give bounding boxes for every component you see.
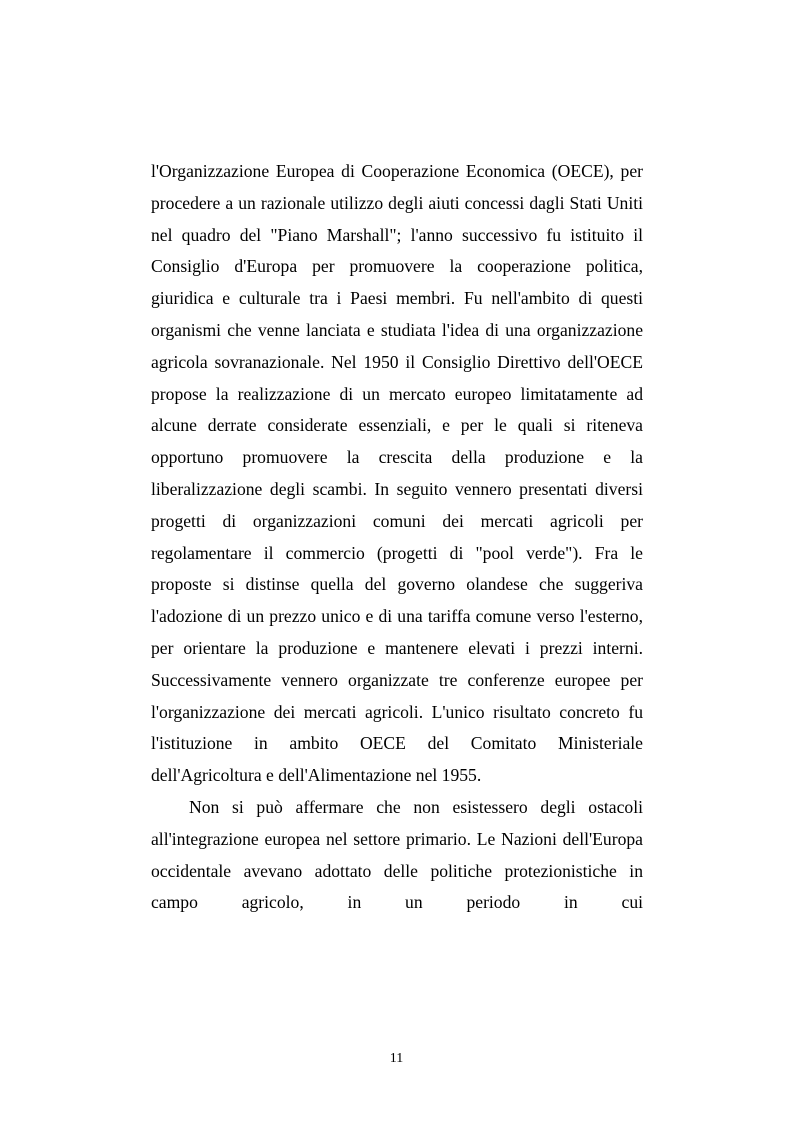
body-text bbox=[151, 156, 643, 919]
page-number: 11 bbox=[389, 1051, 404, 1066]
paragraph-continuation: l'Organizzazione Europea di Cooperazione Economica (OECE), per procedere a un razionale utilizzo degli aiuti concessi dagli Stati Uniti nel quadro del "Piano Marshall"; l'anno successivo fu istituito il Consiglio d'Europa per promuovere la cooperazione politica, giuridica e culturale tra i Paesi membri. Fu nell'ambito di questi organismi che venne lanciata e studiata l'idea di una organizzazione agricola sovranazionale. Nel 1950 il Consiglio Direttivo dell'OECE propose la realizzazione di un mercato europeo limitatamente ad alcune derrate considerate essenziali, e per le quali si riteneva opportuno promuovere la crescita della produzione e la liberalizzazione degli scambi. In seguito vennero presentati diversi progetti di organizzazioni comuni dei mercati agricoli per regolamentare il commercio (progetti di "pool verde"). Fra le proposte si distinse quella del governo olandese che suggeriva l'adozione di un prezzo unico e di una tariffa comune verso l'esterno, per orientare la produzione e mantenere elevati i prezzi interni. Successivamente vennero organizzate tre conferenze europee per l'organizzazione dei mercati agricoli. L'unico risultato concreto fu l'istituzione in ambito OECE del Comitato Ministeriale dell'Agricoltura e dell'Alimentazione nel 1955. bbox=[151, 161, 643, 786]
paragraph-obstacles: Non si può affermare che non esistessero degli ostacoli all'integrazione europea nel settore primario. Le Nazioni dell'Europa occidentale avevano adottato delle politiche protezionistiche in campo agricolo, in un periodo in cui bbox=[151, 796, 643, 913]
